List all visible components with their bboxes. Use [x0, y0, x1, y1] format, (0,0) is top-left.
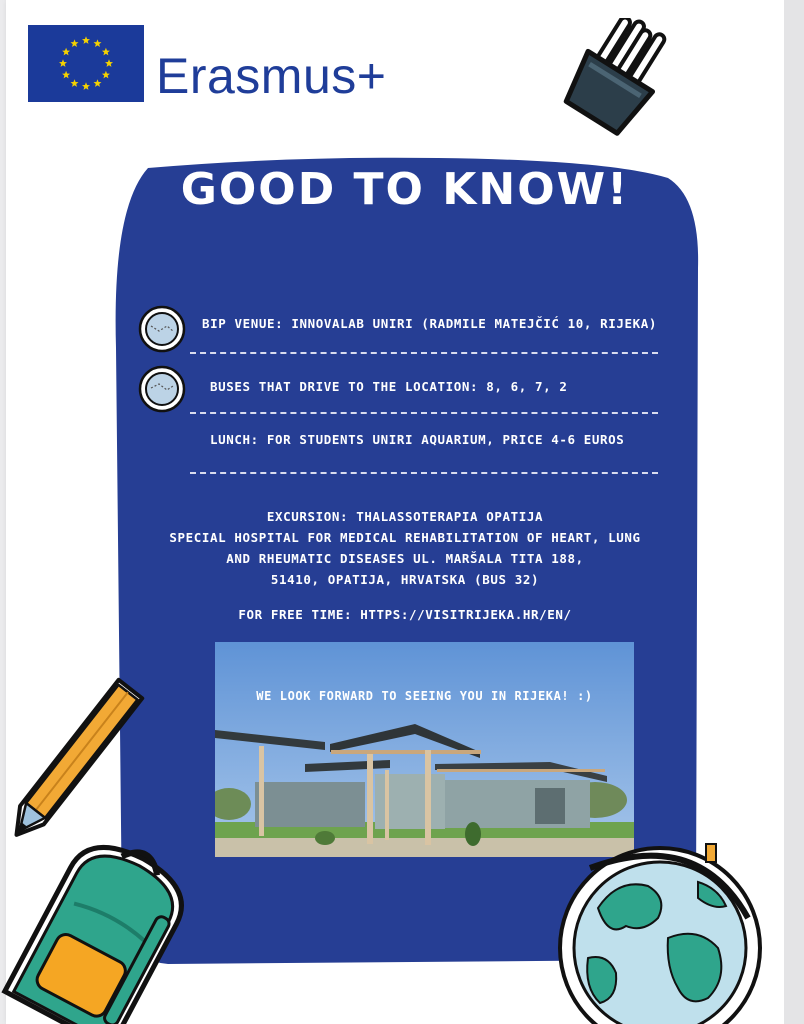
free-time-link[interactable]: FOR FREE TIME: HTTPS://VISITRIJEKA.HR/EN/ — [238, 607, 572, 622]
backpack-icon — [0, 830, 200, 1024]
dashed-divider — [190, 472, 658, 474]
photo-caption: WE LOOK FORWARD TO SEEING YOU IN RIJEKA! :) — [256, 689, 593, 703]
venue-text: BIP VENUE: INNOVALAB UNIRI (RADMILE MATEJČIĆ 10, RIJEKA) — [202, 316, 658, 331]
page-title: GOOD TO KNOW! — [180, 164, 630, 215]
buses-text: BUSES THAT DRIVE TO THE LOCATION: 8, 6, 7, 2 — [210, 379, 568, 394]
circle-bullet-icon — [137, 364, 187, 414]
dashed-divider — [190, 412, 658, 414]
venue-photo — [215, 642, 634, 857]
circle-bullet-icon — [137, 304, 187, 354]
excursion-line-2: SPECIAL HOSPITAL FOR MEDICAL REHABILITATION OF HEART, LUNG — [169, 530, 641, 545]
excursion-line-4: 51410, OPATIJA, HRVATSKA (BUS 32) — [270, 572, 540, 587]
erasmus-logo-text: Erasmus+ — [156, 48, 387, 104]
eu-flag-icon — [28, 25, 144, 102]
excursion-line-3: AND RHEUMATIC DISEASES UL. MARŠALA TITA 188, — [226, 551, 584, 566]
dashed-divider — [190, 352, 658, 354]
globe-icon — [548, 838, 768, 1024]
binder-clip-icon — [555, 18, 675, 143]
lunch-text: LUNCH: FOR STUDENTS UNIRI AQUARIUM, PRICE 4-6 EUROS — [210, 432, 625, 447]
excursion-line-1: EXCURSION: THALASSOTERAPIA OPATIJA — [266, 509, 544, 524]
page-edge — [784, 0, 804, 1024]
